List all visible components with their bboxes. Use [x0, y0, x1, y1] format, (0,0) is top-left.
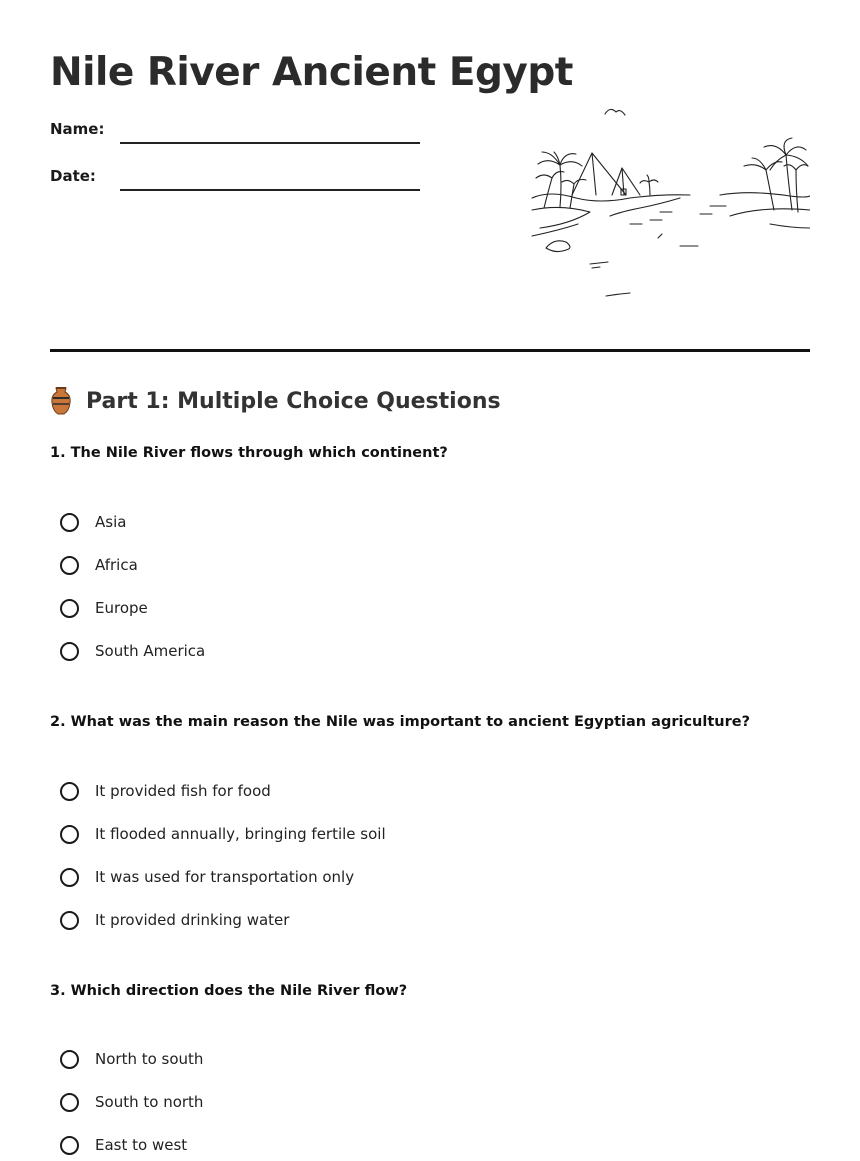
section-heading-text: Part 1: Multiple Choice Questions: [86, 388, 501, 414]
option-south-to-north[interactable]: [60, 1089, 203, 1115]
option-asia[interactable]: [60, 509, 126, 535]
option-label: East to west: [95, 1136, 188, 1154]
option-east-to-west[interactable]: [60, 1132, 187, 1158]
nile-landscape-illustration: [530, 100, 810, 300]
radio-button[interactable]: [60, 642, 79, 661]
option-north-to-south[interactable]: [60, 1046, 203, 1072]
question-text: 1. The Nile River flows through which continent?: [50, 445, 448, 461]
option-label: Europe: [95, 599, 148, 617]
option-label: North to south: [95, 1050, 204, 1068]
page-title: Nile River Ancient Egypt: [50, 50, 573, 95]
option-label: It provided drinking water: [95, 911, 290, 929]
large-pyramid-shape: [572, 153, 626, 195]
option-label: South to north: [95, 1093, 204, 1111]
radio-button[interactable]: [60, 1050, 79, 1069]
name-line[interactable]: [120, 142, 420, 144]
option-label: Asia: [95, 513, 127, 531]
radio-button[interactable]: [60, 825, 79, 844]
bird-shape: [605, 109, 625, 115]
radio-button[interactable]: [60, 1136, 79, 1155]
option-label: Africa: [95, 556, 138, 574]
radio-button[interactable]: [60, 911, 79, 930]
option-label: It was used for transportation only: [95, 868, 355, 886]
option-label: It flooded annually, bringing fertile soil: [95, 825, 386, 843]
option-flooded[interactable]: [60, 821, 386, 847]
option-fish[interactable]: [60, 778, 271, 804]
option-label: South America: [95, 642, 206, 660]
date-line[interactable]: [120, 189, 420, 191]
question-text: 3. Which direction does the Nile River flow?: [50, 983, 408, 999]
option-africa[interactable]: [60, 552, 138, 578]
radio-button[interactable]: [60, 868, 79, 887]
urn-icon: [50, 386, 72, 416]
name-label: Name:: [50, 120, 105, 138]
radio-button[interactable]: [60, 782, 79, 801]
name-field[interactable]: [50, 116, 420, 146]
option-europe[interactable]: [60, 595, 148, 621]
option-label: It provided fish for food: [95, 782, 271, 800]
radio-button[interactable]: [60, 513, 79, 532]
option-drinking-water[interactable]: [60, 907, 289, 933]
date-label: Date:: [50, 167, 96, 185]
date-field[interactable]: [50, 163, 420, 193]
option-south-america[interactable]: [60, 638, 205, 664]
radio-button[interactable]: [60, 599, 79, 618]
option-transportation[interactable]: [60, 864, 354, 890]
radio-button[interactable]: [60, 1093, 79, 1112]
right-palm-trunk: [786, 155, 792, 210]
section-heading: [50, 386, 501, 416]
section-divider: [50, 349, 810, 352]
radio-button[interactable]: [60, 556, 79, 575]
question-text: 2. What was the main reason the Nile was important to ancient Egyptian agriculture?: [50, 714, 750, 730]
